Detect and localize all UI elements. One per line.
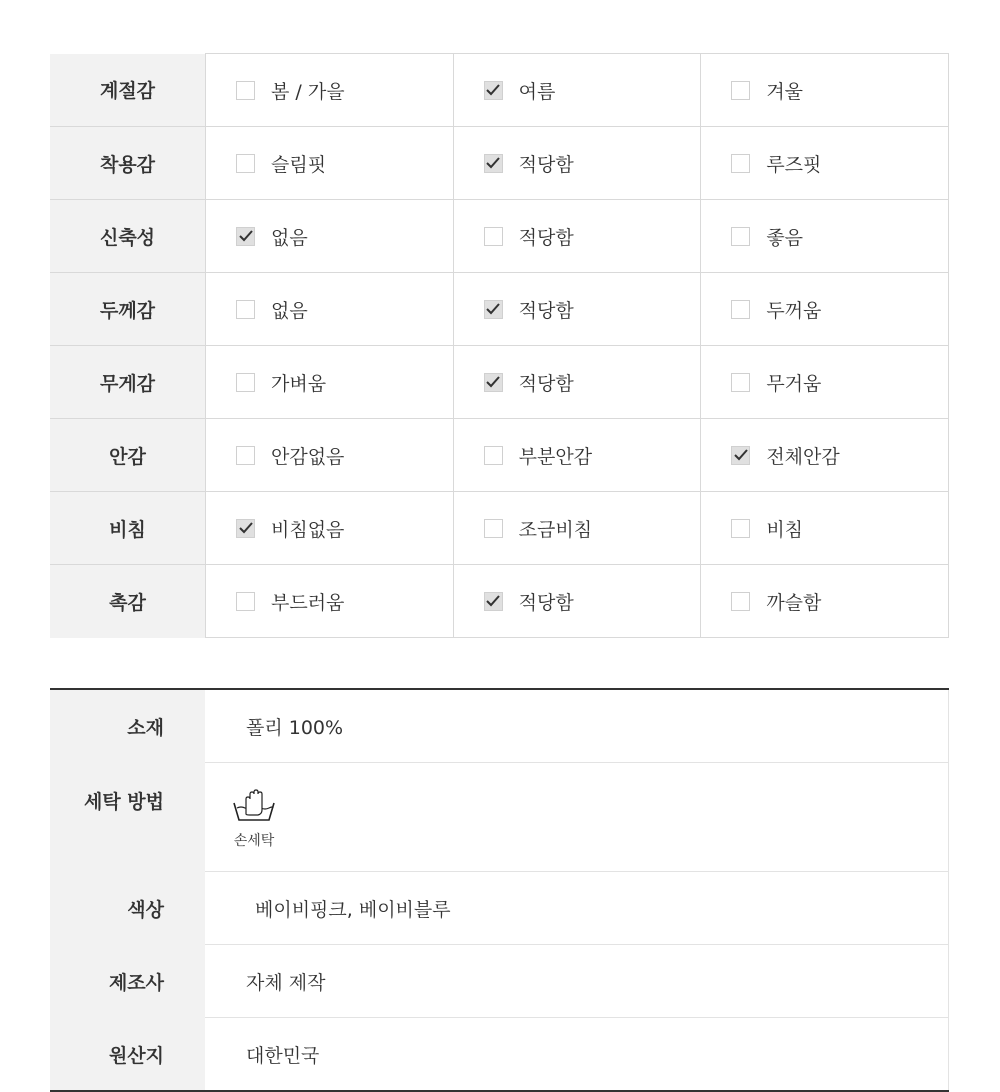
info-row-color: [50, 872, 949, 945]
origin-value: 대한민국: [205, 1018, 949, 1092]
feature-row: [50, 127, 949, 200]
feature-option[interactable]: [206, 223, 453, 250]
feature-row: [50, 346, 949, 419]
checkbox[interactable]: [236, 81, 255, 100]
checkbox[interactable]: [731, 446, 750, 465]
feature-label: 착용감: [50, 127, 206, 200]
checkmark-icon: [239, 522, 253, 534]
feature-label: 계절감: [50, 54, 206, 127]
checkbox[interactable]: [484, 81, 503, 100]
feature-label: 신축성: [50, 200, 206, 273]
checkbox[interactable]: [484, 519, 503, 538]
checkbox[interactable]: [484, 227, 503, 246]
feature-option[interactable]: [454, 77, 701, 104]
material-label: 소재: [50, 689, 205, 763]
checkbox[interactable]: [731, 519, 750, 538]
feature-option-cell: [701, 200, 949, 273]
option-label: 조금비침: [518, 518, 593, 541]
checkbox[interactable]: [484, 300, 503, 319]
feature-option[interactable]: [701, 150, 948, 177]
color-label: 색상: [50, 872, 205, 945]
option-label: 겨울: [766, 80, 804, 103]
checkbox[interactable]: [484, 592, 503, 611]
product-feature-table: [50, 53, 949, 638]
hand-wash-icon: [231, 788, 277, 826]
option-label: 없음: [271, 299, 308, 322]
product-info-table: [50, 688, 949, 1092]
option-label: 비침: [766, 518, 804, 541]
checkbox[interactable]: [236, 373, 255, 392]
option-label: 가벼움: [271, 372, 327, 395]
origin-label: 원산지: [50, 1018, 205, 1092]
maker-label: 제조사: [50, 945, 205, 1018]
checkbox[interactable]: [236, 154, 255, 173]
option-label: 적당함: [518, 226, 574, 249]
checkbox[interactable]: [484, 446, 503, 465]
feature-option-cell: [453, 200, 701, 273]
option-label: 전체안감: [766, 445, 840, 468]
feature-option[interactable]: [454, 296, 701, 323]
option-label: 안감없음: [271, 445, 345, 468]
feature-option-cell: [701, 565, 949, 638]
feature-option-cell: [701, 273, 949, 346]
feature-option-cell: [453, 346, 701, 419]
feature-option-cell: [701, 54, 949, 127]
washing-label: 세탁 방법: [50, 763, 205, 872]
feature-row: [50, 273, 949, 346]
feature-option[interactable]: [701, 296, 948, 323]
feature-option[interactable]: [206, 150, 453, 177]
feature-option-cell: [206, 346, 454, 419]
checkbox[interactable]: [236, 227, 255, 246]
checkbox[interactable]: [731, 227, 750, 246]
feature-option-cell: [453, 565, 701, 638]
feature-option[interactable]: [454, 442, 701, 469]
option-label: 슬림핏: [271, 153, 327, 176]
option-label: 무거움: [766, 372, 822, 395]
checkmark-icon: [486, 84, 500, 96]
info-row-origin: [50, 1018, 949, 1092]
feature-option[interactable]: [701, 369, 948, 396]
feature-option-cell: [701, 419, 949, 492]
option-label: 비침없음: [271, 518, 345, 541]
checkmark-icon: [486, 303, 500, 315]
feature-option-cell: [206, 419, 454, 492]
feature-option-cell: [206, 54, 454, 127]
info-row-material: [50, 689, 949, 763]
feature-option[interactable]: [454, 515, 701, 542]
option-label: 봄 / 가을: [271, 80, 345, 103]
feature-option-cell: [701, 492, 949, 565]
feature-option-cell: [453, 54, 701, 127]
checkbox[interactable]: [236, 592, 255, 611]
feature-option-cell: [206, 273, 454, 346]
feature-label: 촉감: [50, 565, 206, 638]
option-label: 없음: [271, 226, 308, 249]
feature-label: 안감: [50, 419, 206, 492]
feature-row: [50, 492, 949, 565]
feature-option[interactable]: [206, 296, 453, 323]
checkbox[interactable]: [731, 300, 750, 319]
feature-option-cell: [206, 200, 454, 273]
feature-option[interactable]: [701, 588, 948, 615]
feature-option-cell: [206, 565, 454, 638]
feature-option[interactable]: [206, 515, 453, 542]
info-row-washing: [50, 763, 949, 872]
washing-caption: 손세탁: [233, 833, 275, 849]
washing-value: [205, 763, 949, 872]
checkbox[interactable]: [484, 154, 503, 173]
feature-option[interactable]: [454, 588, 701, 615]
checkbox[interactable]: [731, 373, 750, 392]
color-value: 베이비핑크, 베이비블루: [205, 872, 949, 945]
checkmark-icon: [239, 230, 253, 242]
option-label: 부분안감: [518, 445, 593, 468]
feature-option-cell: [453, 127, 701, 200]
feature-option[interactable]: [206, 77, 453, 104]
feature-option[interactable]: [701, 223, 948, 250]
feature-label: 두께감: [50, 273, 206, 346]
material-value: 폴리 100%: [205, 689, 949, 763]
feature-option-cell: [453, 419, 701, 492]
feature-row: [50, 419, 949, 492]
feature-option-cell: [453, 492, 701, 565]
feature-option[interactable]: [701, 442, 948, 469]
checkbox[interactable]: [731, 81, 750, 100]
feature-label: 비침: [50, 492, 206, 565]
option-label: 루즈핏: [766, 153, 822, 176]
checkbox[interactable]: [731, 154, 750, 173]
checkbox[interactable]: [236, 446, 255, 465]
option-label: 여름: [518, 80, 556, 103]
info-row-maker: [50, 945, 949, 1018]
checkbox[interactable]: [236, 519, 255, 538]
option-label: 좋음: [766, 226, 804, 249]
checkmark-icon: [486, 595, 500, 607]
feature-option-cell: [701, 346, 949, 419]
feature-option[interactable]: [454, 223, 701, 250]
feature-option[interactable]: [206, 369, 453, 396]
feature-option[interactable]: [206, 588, 453, 615]
feature-option[interactable]: [454, 369, 701, 396]
option-label: 적당함: [518, 372, 574, 395]
feature-row: [50, 200, 949, 273]
checkmark-icon: [486, 157, 500, 169]
feature-label: 무게감: [50, 346, 206, 419]
option-label: 부드러움: [271, 591, 345, 614]
feature-option[interactable]: [701, 515, 948, 542]
feature-option-cell: [206, 127, 454, 200]
checkmark-icon: [734, 449, 748, 461]
washing-method: [231, 788, 277, 850]
checkbox[interactable]: [731, 592, 750, 611]
maker-value: 자체 제작: [205, 945, 949, 1018]
feature-option[interactable]: [454, 150, 701, 177]
feature-option[interactable]: [701, 77, 948, 104]
feature-row: [50, 565, 949, 638]
feature-option-cell: [701, 127, 949, 200]
checkbox[interactable]: [236, 300, 255, 319]
feature-row: [50, 54, 949, 127]
checkmark-icon: [486, 376, 500, 388]
feature-option[interactable]: [206, 442, 453, 469]
option-label: 적당함: [518, 591, 574, 614]
option-label: 까슬함: [766, 591, 822, 614]
option-label: 두꺼움: [766, 299, 822, 322]
option-label: 적당함: [518, 299, 574, 322]
checkbox[interactable]: [484, 373, 503, 392]
feature-option-cell: [453, 273, 701, 346]
feature-option-cell: [206, 492, 454, 565]
option-label: 적당함: [518, 153, 574, 176]
